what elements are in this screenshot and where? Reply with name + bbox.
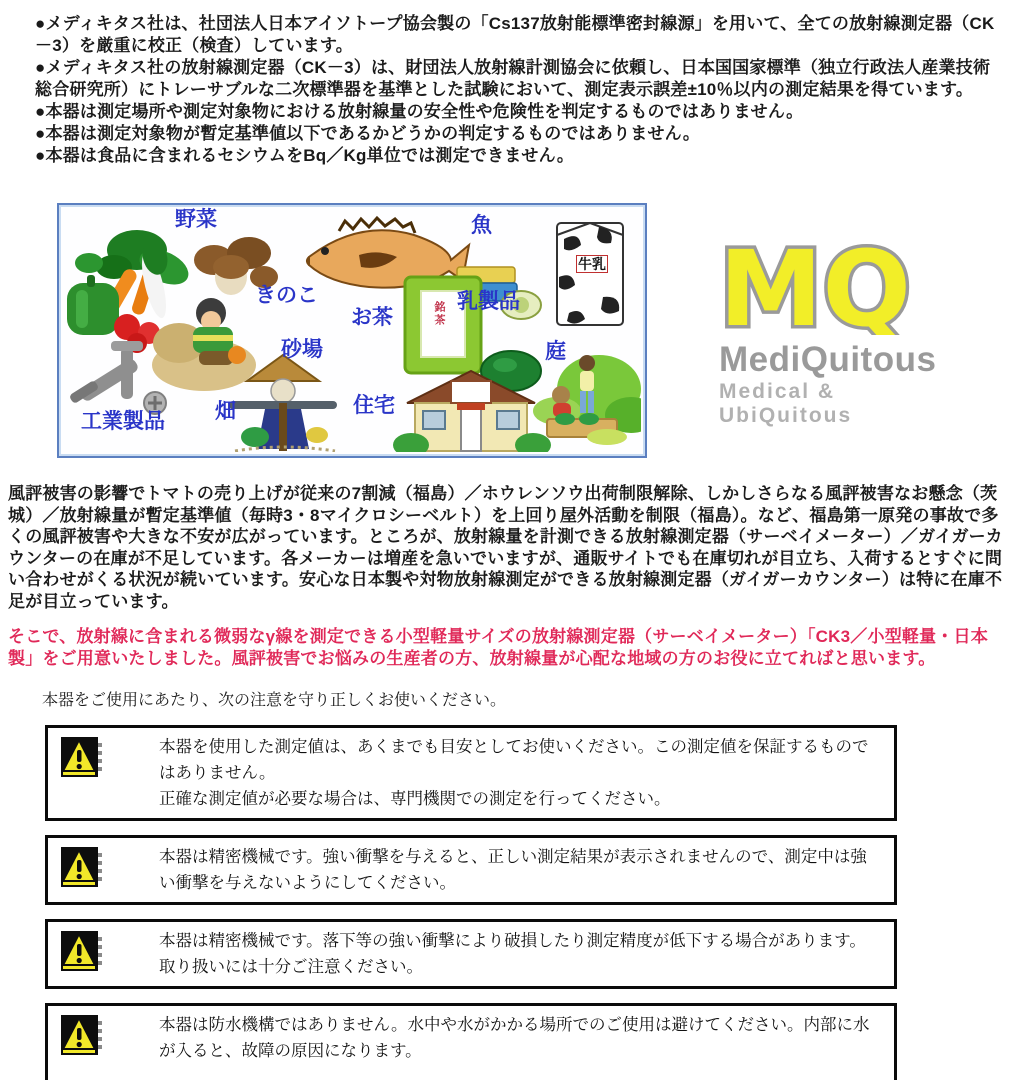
note-no-bqkg: ●本器は食品に含まれるセシウムをBq／Kg単位では測定できません。: [35, 146, 575, 165]
milk-carton-drawing: [557, 223, 623, 325]
note-calibration: ●メディキタス社は、社団法人日本アイソトープ協会製の「Cs137放射能標準密封線源」を用いて、全ての放射線測定器（CK－3）を厳重に校正（検査）しています。: [35, 14, 995, 55]
calibration-notes: [0, 0, 1015, 167]
warning-text: [159, 734, 878, 812]
figure-row: [57, 203, 1015, 458]
label-vegetables: 野菜: [175, 208, 217, 231]
warning-triangle-icon: [61, 931, 103, 973]
label-industrial: 工業製品: [81, 410, 165, 433]
warning-line: 正確な測定値が必要な場合は、専門機関での測定を行ってください。: [159, 789, 671, 808]
market-situation-paragraph: 風評被害の影響でトマトの売り上げが従来の7割減（福島）／ホウレンソウ出荷制限解除、しかしさらなる風評被害なお懸念（茨城）／放射線量が暫定基準値（毎時3・8マイクロシーベルト）を上回り屋外活動を制限（福島）。など、福島第一原発の事故で多くの風評被害や大きな不安が広がっています。ところが、放射線量を計測できる放射線測定器（サーベイメーター）／ガイガーカウンターの在庫が不足しています。各メーカーは増産を急いでいますが、通販サイトでも在庫切れが目立ち、入荷するとすぐに問い合わせがくる状況が続いています。安心な日本製や対物放射線測定ができる放射線測定器（ガイガーカウンター）は特に在庫不足が目立っています。: [8, 484, 1003, 611]
industrial-parts-drawing: [69, 341, 166, 414]
measurement-targets-illustration: [57, 203, 647, 458]
warning-box-shock-during-measure: [45, 835, 897, 905]
note-no-safety-judgement: ●本器は測定場所や測定対象物における放射線量の安全性や危険性を判定するものではありません。: [35, 102, 804, 121]
sandbox-drawing: [152, 298, 256, 391]
warning-text: [159, 1012, 878, 1064]
mq-monogram-icon: [719, 233, 949, 335]
warning-line: 本器は防水機構ではありません。水中や水がかかる場所でのご使用は避けてください。内部に水が入ると、故障の原因になります。: [159, 1015, 870, 1060]
warning-box-not-waterproof: [45, 1003, 897, 1080]
warning-box-measurement-guide: [45, 725, 897, 821]
label-garden: 庭: [545, 340, 566, 363]
label-field: 畑: [215, 400, 236, 423]
label-tea: お茶: [351, 306, 393, 329]
label-dairy: 乳製品: [457, 290, 520, 313]
svg-text:MQ: MQ: [719, 233, 911, 335]
warning-line: 本器は精密機械です。強い衝撃を与えると、正しい測定結果が表示されませんので、測定中は強い衝撃を与えないようにしてください。: [159, 847, 867, 892]
note-no-limit-judgement: ●本器は測定対象物が暫定基準値以下であるかどうかの判定するものではありません。: [35, 124, 701, 143]
logo-tagline: Medical & UbiQuitous: [719, 380, 853, 427]
warning-line: 本器は精密機械です。落下等の強い衝撃により破損したり測定精度が低下する場合があります。取り扱いには十分ご注意ください。: [159, 931, 866, 976]
warning-triangle-icon: [61, 847, 103, 889]
product-offer-highlight: そこで、放射線に含まれる微弱なγ線を測定できる小型軽量サイズの放射線測定器（サーベイメーター）「CK3／小型軽量・日本製」をご用意いたしました。風評被害でお悩みの生産者の方、放射線量が心配な地域の方のお役に立てればと思います。: [8, 627, 988, 668]
mediquitous-logo: [719, 233, 969, 428]
milk-carton-text: 牛乳: [578, 256, 606, 272]
usage-note: 本器をご使用にあたり、次の注意を守り正しくお使いください。: [42, 692, 507, 709]
logo-name: MediQuitous: [719, 340, 937, 379]
label-mushroom: きのこ: [255, 284, 318, 307]
warning-triangle-icon: [61, 1015, 103, 1057]
tea-package-text: 銘茶: [433, 301, 445, 327]
label-fish: 魚: [471, 214, 492, 237]
label-house: 住宅: [353, 394, 395, 417]
note-traceability: ●メディキタス社の放射線測定器（CK－3）は、財団法人放射線計測協会に依頼し、日本国国家標準（独立行政法人産業技術総合研究所）にトレーサブルな二次標準器を基準とした試験において、測定表示誤差±10％以内の測定結果を得ています。: [35, 58, 991, 99]
warning-text: [159, 928, 878, 980]
warning-line: 本器を使用した測定値は、あくまでも目安としてお使いください。この測定値を保証するものではありません。: [159, 737, 869, 782]
warning-box-drop-damage: [45, 919, 897, 989]
garden-drawing: [533, 355, 641, 445]
warning-triangle-icon: [61, 737, 103, 779]
warning-text: [159, 844, 878, 896]
label-sandbox: 砂場: [281, 338, 323, 361]
